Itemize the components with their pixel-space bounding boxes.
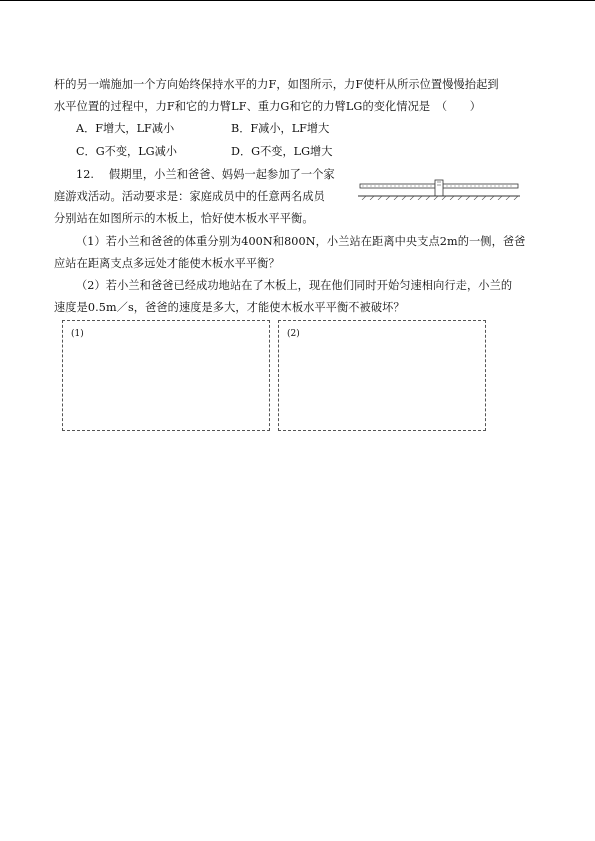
answer-box-2[interactable] <box>278 320 486 431</box>
question-12-line-3: 分别站在如图所示的木板上，恰好使木板水平平衡。 <box>54 212 314 225</box>
option-a: A．F增大，LF减小 <box>76 122 175 135</box>
option-b: B．F减小，LF增大 <box>231 122 330 135</box>
option-d: D．G不变，LG增大 <box>231 145 333 158</box>
question-11-line-2: 水平位置的过程中，力F和它的力臂LF、重力G和它的力臂LG的变化情况是 （ ） <box>54 100 482 113</box>
part-2-line-1: （2）若小兰和爸爸已经成功地站在了木板上，现在他们同时开始匀速相向行走，小兰的 <box>76 279 513 292</box>
part-2-line-2: 速度是0.5m／s，爸爸的速度是多大，才能使木板水平平衡不被破坏？ <box>54 301 405 314</box>
page-top-rule <box>0 0 595 1</box>
answer-box-1-label: (1) <box>71 329 84 339</box>
answer-box-2-label: (2) <box>287 329 300 339</box>
question-11-line-1: 杆的另一端施加一个方向始终保持水平的力F，如图所示，力F使杆从所示位置慢慢抬起到 <box>54 78 499 91</box>
seesaw-board-figure <box>358 176 520 200</box>
part-1-line-1: （1）若小兰和爸爸的体重分别为400N和800N，小兰站在距离中央支点2m的一侧，爸爸 <box>76 235 526 248</box>
question-12-line-1: 12. 假期里，小兰和爸爸、妈妈一起参加了一个家 <box>76 168 335 181</box>
pivot-support <box>435 180 443 196</box>
part-1-line-2: 应站在距离支点多远处才能使木板水平平衡？ <box>54 257 280 270</box>
option-c: C．G不变，LG减小 <box>76 145 177 158</box>
question-12-line-2: 庭游戏活动。活动要求是：家庭成员中的任意两名成员 <box>54 190 325 203</box>
answer-box-1[interactable] <box>62 320 270 431</box>
